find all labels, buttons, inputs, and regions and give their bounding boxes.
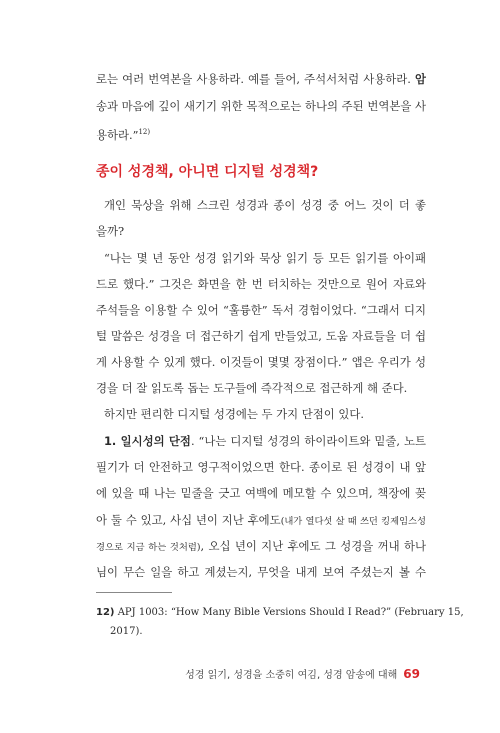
body-text: 아 둘 수 있고, 사십 년이 지난 후에도 bbox=[96, 513, 281, 527]
body-text: 하지만 편리한 디지털 성경에는 두 가지 단점이 있다. bbox=[104, 407, 365, 421]
body-line bbox=[96, 351, 426, 373]
body-line bbox=[96, 273, 426, 295]
body-text: 로는 여러 번역본을 사용하라. 예를 들어, 주석서처럼 사용하라. bbox=[96, 72, 415, 86]
body-text: 털 말씀은 성경을 더 접근하기 쉽게 만들었고, 도움 자료들을 더 쉽 bbox=[96, 329, 426, 343]
footnote-number: 12) bbox=[96, 607, 115, 618]
body-text-small: 경으로 지금 하는 것처럼) bbox=[96, 542, 201, 553]
body-line bbox=[96, 95, 426, 117]
footnote-text: APJ 1003: “How Many Bible Versions Should I Read?” (February 15, bbox=[117, 607, 464, 618]
body-text: 송과 마음에 깊이 새기기 위한 목적으로는 하나의 주된 번역본을 사 bbox=[96, 99, 426, 113]
body-line bbox=[96, 377, 426, 399]
body-line bbox=[96, 220, 426, 242]
body-line bbox=[96, 121, 426, 146]
body-text-small: (내가 열다섯 살 때 쓰던 킹제임스성 bbox=[280, 516, 426, 527]
footnote-text: 2017). bbox=[110, 626, 143, 637]
section-heading: 종이 성경책, 아니면 디지털 성경책? bbox=[96, 164, 319, 180]
point-label: 1. 일시성의 단점 bbox=[104, 434, 191, 448]
body-line bbox=[104, 194, 426, 216]
body-text: 님이 무슨 일을 하고 계셨는지, 무엇을 내게 보여 주셨는지 볼 수 bbox=[96, 565, 426, 579]
body-line bbox=[96, 535, 426, 559]
body-text: . “나는 디지털 성경의 하이라이트와 밑줄, 노트 bbox=[190, 434, 426, 448]
body-line bbox=[96, 68, 426, 90]
body-line bbox=[96, 299, 426, 321]
body-text: 주석들을 이용할 수 있어 “훌륭한” 독서 경험이었다. “그래서 디지 bbox=[96, 303, 426, 317]
footnote-reference[interactable]: 12) bbox=[138, 128, 151, 136]
body-line bbox=[104, 430, 426, 452]
body-line bbox=[104, 403, 426, 425]
body-line bbox=[96, 561, 426, 583]
body-text: 에 있을 때 나는 밑줄을 긋고 여백에 메모할 수 있으며, 책장에 꽂 bbox=[96, 486, 426, 500]
body-text: , 오십 년이 지난 후에도 그 성경을 꺼내 하나 bbox=[200, 539, 426, 553]
page-number: 69 bbox=[403, 667, 420, 681]
body-text-bold: 암 bbox=[414, 72, 426, 86]
running-footer-title: 성경 읽기, 성경을 소중히 여김, 성경 암송에 대해 bbox=[185, 670, 398, 681]
body-text: 게 사용할 수 있게 했다. 이것들이 몇몇 장점이다.” 앱은 우리가 성 bbox=[96, 355, 426, 369]
body-line bbox=[96, 456, 426, 478]
body-text: 용하라.” bbox=[96, 128, 139, 142]
body-text: 드로 했다.” 그것은 화면을 한 번 터치하는 것만으로 원어 자료와 bbox=[96, 277, 426, 291]
footnote-continued bbox=[110, 622, 440, 641]
body-line bbox=[96, 325, 426, 347]
running-footer bbox=[185, 666, 420, 684]
body-text: 필기가 더 안전하고 영구적이었으면 한다. 종이로 된 성경이 내 앞 bbox=[96, 460, 426, 474]
body-text: 개인 묵상을 위해 스크린 성경과 종이 성경 중 어느 것이 더 좋 bbox=[104, 198, 426, 212]
footnote-divider bbox=[96, 592, 172, 593]
body-text: 경을 더 잘 읽도록 돕는 도구들에 즉각적으로 접근하게 해 준다. bbox=[96, 381, 408, 395]
body-text: 을까? bbox=[96, 224, 125, 238]
body-line bbox=[96, 482, 426, 504]
footnote bbox=[96, 603, 464, 622]
body-line bbox=[96, 509, 426, 533]
body-text: “나는 몇 년 동안 성경 읽기와 묵상 읽기 등 모든 읽기를 아이패 bbox=[104, 251, 426, 265]
body-line bbox=[104, 247, 426, 269]
